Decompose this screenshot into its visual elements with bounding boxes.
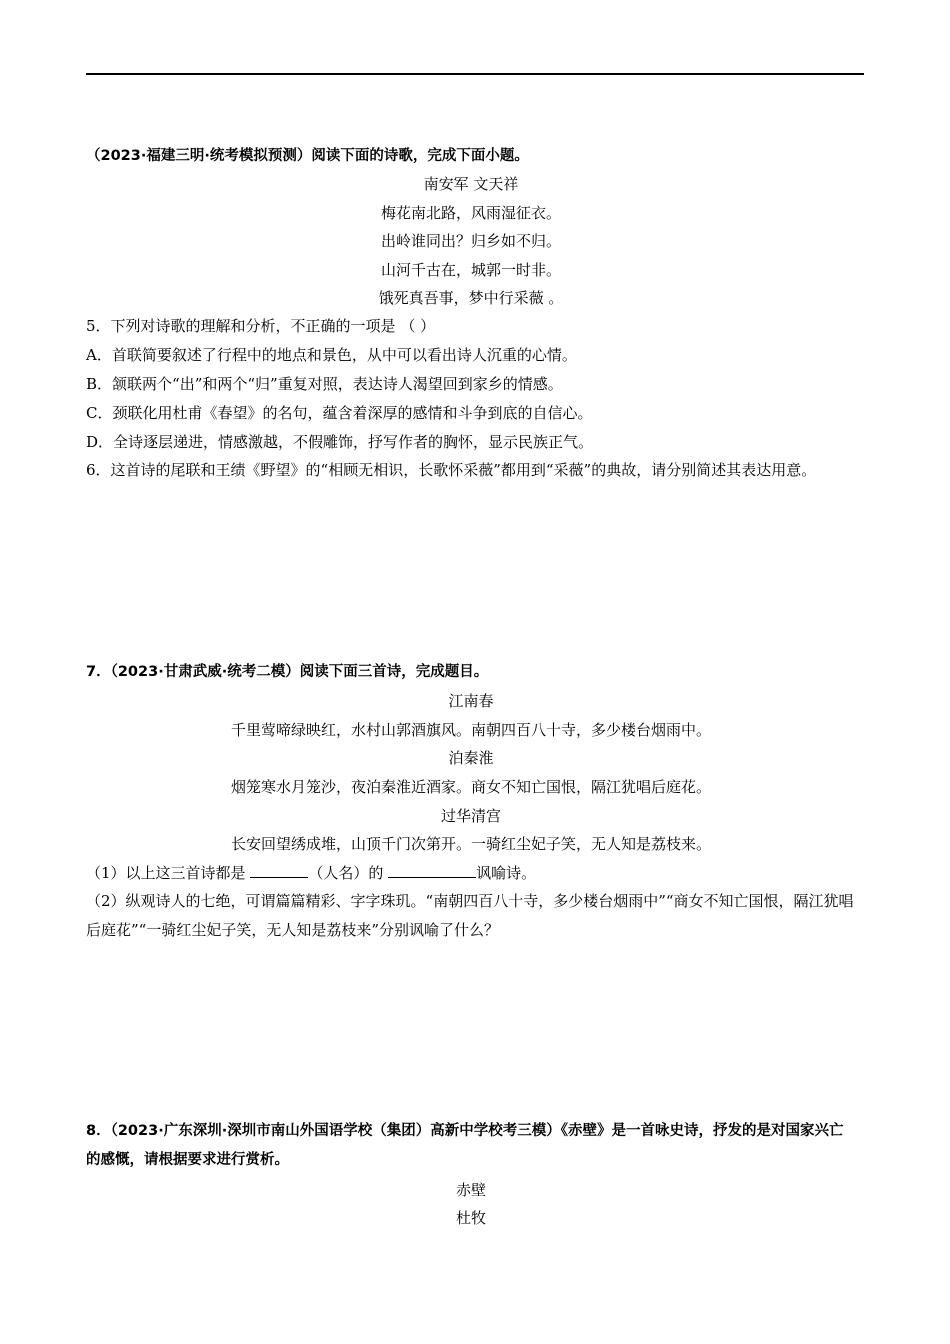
poem-line: 山河千古在，城郭一时非。 [380, 261, 561, 279]
q1-suffix: 讽喻诗。 [476, 864, 537, 882]
poem-text: 长安回望绣成堆，山顶千门次第开。一骑红尘妃子笑，无人知是荔枝来。 [230, 835, 711, 853]
option-a: A．首联简要叙述了行程中的地点和景色，从中可以看出诗人沉重的心情。 [86, 346, 577, 364]
section1-heading: （2023·福建三明·统考模拟预测）阅读下面的诗歌，完成下面小题。 [86, 148, 529, 164]
question-6: 6．这首诗的尾联和王绩《野望》的“相顾无相识，长歌怀采薇”都用到“采薇”的典故，请分别简述其表达用意。 [86, 461, 817, 479]
header-rule [86, 73, 864, 75]
option-b: B．颔联两个“出”和两个“归”重复对照，表达诗人渴望回到家乡的情感。 [86, 375, 563, 393]
question-7-2: （2）纵观诗人的七绝，可谓篇篇精彩、字字珠玑。“南朝四百八十寺，多少楼台烟雨中”“商女不知亡国恨，隔江犹唱后庭花”“一骑红尘妃子笑，无人知是荔枝来”分别讽喻了什么？ [86, 892, 854, 939]
question-5: 5．下列对诗歌的理解和分析，不正确的一项是 （ ） [86, 317, 436, 335]
q1-prefix: （1）以上这三首诗都是 [86, 864, 251, 882]
poem-title: 赤壁 [455, 1181, 486, 1199]
poem-line: 梅花南北路，风雨湿征衣。 [380, 204, 561, 222]
blank-author[interactable] [250, 863, 308, 878]
option-d: D．全诗逐层递进，情感激越，不假雕饰，抒写作者的胸怀，显示民族正气。 [86, 433, 594, 451]
blank-type[interactable] [388, 863, 476, 878]
section3-heading: 8．（2023·广东深圳·深圳市南山外国语学校（集团）高新中学校考三模）《赤壁》是一首咏史诗，抒发的是对国家兴亡的感慨，请根据要求进行赏析。 [86, 1123, 844, 1168]
poem-text: 千里莺啼绿映红，水村山郭酒旗风。南朝四百八十寺，多少楼台烟雨中。 [230, 721, 711, 739]
poem-title: 南安军 文天祥 [423, 175, 519, 193]
poem-line: 饿死真吾事，梦中行采薇 。 [378, 289, 564, 307]
q1-mid: （人名）的 [308, 864, 389, 882]
poem-author: 杜牧 [455, 1209, 486, 1227]
poem-line: 出岭谁同出？归乡如不归。 [380, 232, 561, 250]
question-7-1 [86, 863, 856, 883]
poem-title: 过华清宫 [440, 807, 501, 825]
poem-title: 江南春 [448, 692, 494, 710]
poem-text: 烟笼寒水月笼沙，夜泊秦淮近酒家。商女不知亡国恨，隔江犹唱后庭花。 [230, 778, 711, 796]
section2-heading: 7．（2023·甘肃武威·统考二模）阅读下面三首诗，完成题目。 [86, 664, 489, 680]
poem-title: 泊秦淮 [448, 749, 494, 767]
option-c: C．颈联化用杜甫《春望》的名句，蕴含着深厚的感情和斗争到底的自信心。 [86, 404, 593, 422]
